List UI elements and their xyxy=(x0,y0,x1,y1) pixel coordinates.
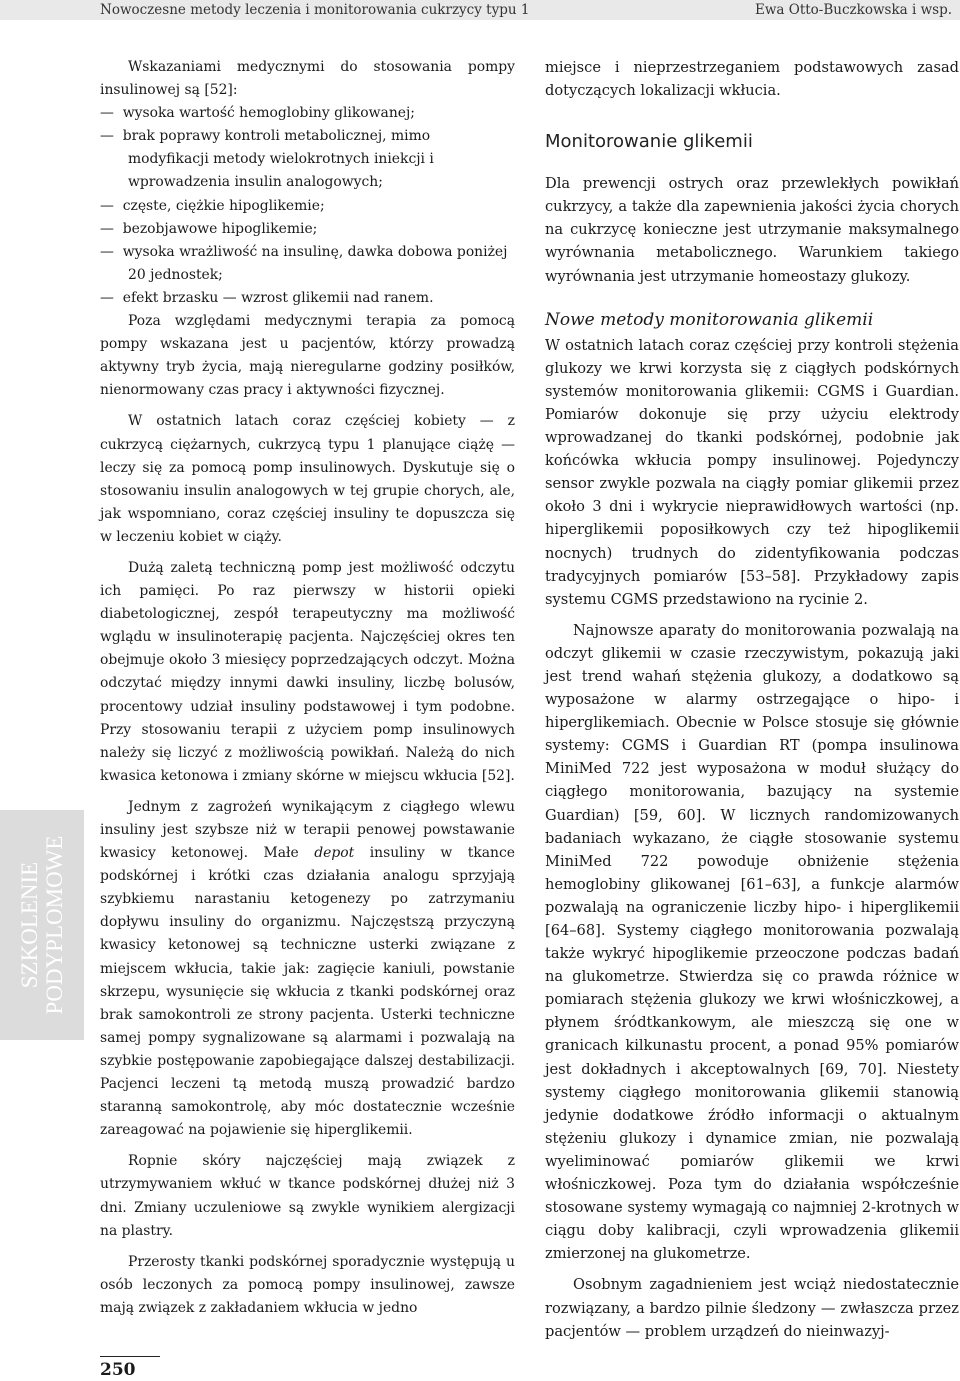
paragraph: Osobnym zagadnieniem jest wciąż niedostatecznie rozwiązany, a bardzo pilnie śledzony — zwłaszcza przez pacjentów — problem urządzeń do nieinwazyj- xyxy=(545,1276,959,1340)
paragraph: Ropnie skóry najczęściej mają związek z utrzymywaniem wkłuć w tkance podskórnej dłużej niż 3 dni. Zmiany uczuleniowe są zwykle wynikiem alergizacji na plastry. xyxy=(100,1153,515,1239)
page-number: 250 xyxy=(100,1360,136,1380)
paragraph xyxy=(100,796,515,1142)
paragraph: W ostatnich latach coraz częściej przy kontroli stężenia glukozy we krwi korzysta się z ciągłych podskórnych systemów monitorowania glikemii: CGMS i Guardian. Pomiarów dokonuje się przy użyciu elektrody wprowadzanej do tkanki podskórnej, podobnie jak końcówka wkłucia pompy insulinowej. Pojedynczy sensor zwykle pozwala na ciągły pomiar glikemii przez około 3 dni i wykrycie nieprawidłowych wartości (np. hiperglikemii poposiłkowych czy też hipoglikemii nocnych) trudnych do zidentyfikowania podczas tradycyjnych pomiarów [53–58]. Przykładowy zapis systemu CGMS przedstawiono na rycinie 2. xyxy=(545,336,959,608)
header-journal-title: Nowoczesne metody leczenia i monitorowania cukrzycy typu 1 xyxy=(100,2,530,18)
sidebar-label-line2: PODYPLOMOWE xyxy=(42,835,67,1015)
paragraph-text: Jednym z zagrożeń wynikającym z ciągłego wlewu insuliny jest szybsze niż w terapii penowej powstawanie kwasicy ketonowej. Małe xyxy=(100,798,515,862)
section-heading: Monitorowanie glikemii xyxy=(545,131,753,153)
running-header xyxy=(0,0,960,20)
indication-item: — częste, ciężkie hipoglikemie; xyxy=(100,195,515,218)
subsection-heading: Nowe metody monitorowania glikemii xyxy=(545,309,874,330)
indication-item: — wysoka wartość hemoglobiny glikowanej; xyxy=(100,102,515,125)
paragraph: Poza względami medycznymi terapia za pomocą pompy wskazana jest u pacjentów, którzy prowadzą aktywny tryb życia, mają nieregularne godziny posiłków, nienormowany czas pracy i aktywności fizycznej. xyxy=(100,313,515,399)
paragraph: Dużą zaletą techniczną pomp jest możliwość odczytu ich pamięci. Po raz pierwszy w historii opieki diabetologicznej, zespół terapeutyczny ma możliwość wglądu w insulinoterapię pacjenta. Najczęściej okres ten obejmuje około 3 miesięcy poprzedzających odczyt. Można odczytać między innymi dawki insuliny, liczbę bolusów, procentowy udział insuliny podstawowej i tym podobne. Przy stosowaniu terapii z użyciem pomp insulinowych należy się liczyć z możliwością powikłań. Należą do nich kwasica ketonowa i zmiany skórne w miejscu wkłucia [52]. xyxy=(100,559,515,784)
right-column xyxy=(545,56,959,1343)
footer-rule xyxy=(100,1356,160,1357)
header-authors: Ewa Otto-Buczkowska i wsp. xyxy=(755,2,952,18)
indications-intro: Wskazaniami medycznymi do stosowania pompy insulinowej są [52]: xyxy=(100,59,515,99)
italic-term: depot xyxy=(314,845,355,862)
paragraph-text: insuliny w tkance podskórnej i krótki czas działania analogu sprzyjają szybkiemu narastaniu ketogenezy po zatrzymaniu dopływu insuliny do organizmu. Najczęstszą przyczyną kwasicy ketonowej są techniczne usterki związane z miejscem wkłucia, takie jak: zagięcie kaniuli, powstanie skrzepu, wysunięcie się wkłucia z tkanki podskórnej oraz brak samokontroli ze strony pacjenta. Usterki techniczne samej pompy sygnalizowane są alarmami i pozwalają na szybkie postępowanie zapobiegające dalszej destabilizacji. Pacjenci leczeni tą metodą muszą prowadzić bardzo staranną samokontrolę, aby móc dostatecznie wcześnie zareagować na pojawienie się hiperglikemii. xyxy=(100,845,515,1139)
paragraph: Przerosty tkanki podskórnej sporadycznie występują u osób leczonych za pomocą pompy insulinowej, zawsze mają związek z zakładaniem wkłucia w jedno xyxy=(100,1253,515,1316)
paragraph: Dla prewencji ostrych oraz przewlekłych powikłań cukrzycy, a także dla zapewnienia jakości życia chorych na cukrzycę konieczne jest utrzymanie maksymalnego wyrównania metabolicznego. Warunkiem takiego wyrównania jest utrzymanie homeostazy glukozy. xyxy=(545,175,959,285)
indication-item: — brak poprawy kontroli metabolicznej, mimo modyfikacji metody wielokrotnych iniekcji i wprowadzenia insulin analogowych; xyxy=(100,125,515,194)
left-column xyxy=(100,56,515,1320)
sidebar-label-line1: SZKOLENIE xyxy=(17,861,42,989)
paragraph: W ostatnich latach coraz częściej kobiety — z cukrzycą ciężarnych, cukrzycą typu 1 planujące ciążę — leczy się za pomocą pomp insulinowych. Dyskutuje się o stosowaniu insulin analogowych w tej grupie chorych, ale, jak wspomniano, coraz częściej insuliny te dopuszcza się w leczeniu kobiet w ciąży. xyxy=(100,413,515,545)
indication-item: — bezobjawowe hipoglikemie; xyxy=(100,218,515,241)
paragraph-continued: miejsce i nieprzestrzeganiem podstawowych zasad dotyczących lokalizacji wkłucia. xyxy=(545,59,959,100)
section-sidebar-tab xyxy=(0,810,84,1040)
indication-item: — wysoka wrażliwość na insulinę, dawka dobowa poniżej 20 jednostek; xyxy=(100,241,515,287)
indication-item: — efekt brzasku — wzrost glikemii nad ranem. xyxy=(100,287,515,310)
paragraph: Najnowsze aparaty do monitorowania pozwalają na odczyt glikemii w czasie rzeczywistym, pokazują jaki jest trend wahań stężenia glukozy, a dodatkowo są wyposażone w alarmy ostrzegające o hipo- i hiperglikemiach. Obecnie w Polsce stosuje się głównie systemy: CGMS i Guardian RT (pompa insulinowa MiniMed 722 jest wyposażona w moduł służący do ciągłego monitorowania, bazujący na systemie Guardian) [59, 60]. W licznych randomizowanych badaniach wykazano, że ciągłe stosowanie systemu MiniMed 722 powoduje obniżenie stężenia hemoglobiny glikowanej [61–63], a funkcje alarmów pozwalają na ograniczenie liczby hipo- i hiperglikemii [64–68]. Systemy ciągłego monitorowania pozwalają także wykryć hipoglikemie przeoczone podczas badań na glukometrze. Stwierdza się co prawda różnice w pomiarach stężenia glukozy we krwi włośniczkowej, a płynem śródtkankowym, ale mieszczą się one w granicach kilkunastu procent, a ponad 95% pomiarów jest dokładnych i akceptowalnych [69, 70]. Niestety systemy ciągłego monitorowania glikemii stanowią jedynie dodatkowe źródło informacji o aktualnym stężeniu glukozy i dynamice zmian, nie pozwalają wyeliminować pomiarów glikemii we krwi włośniczkowej. Poza tym do działania współcześnie stosowane systemy wymagają co najmniej 2-krotnych w ciągu doby kalibracji, czyli wprowadzenia glikemii zmierzonej na glukometrze. xyxy=(545,621,959,1263)
sidebar-label xyxy=(17,836,67,1015)
